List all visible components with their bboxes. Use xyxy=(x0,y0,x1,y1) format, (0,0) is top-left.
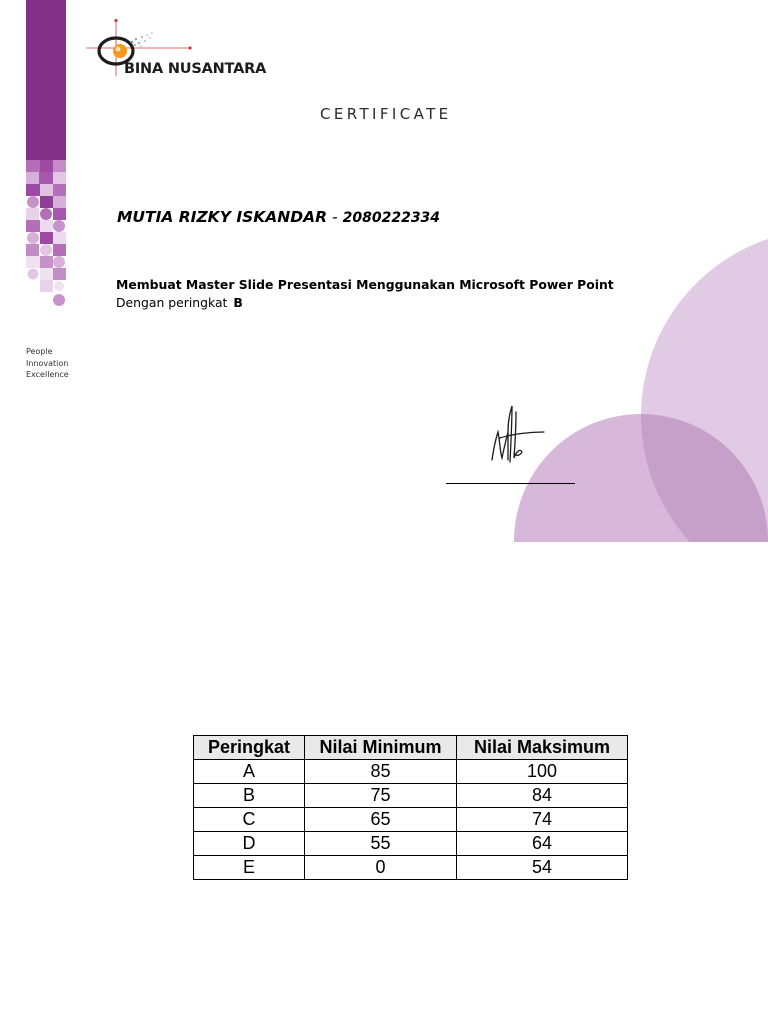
minimum-cell: 65 xyxy=(305,808,457,832)
maximum-cell: 100 xyxy=(457,760,628,784)
grade-table xyxy=(193,735,628,880)
table-row xyxy=(194,760,628,784)
maximum-cell: 64 xyxy=(457,832,628,856)
maximum-cell: 84 xyxy=(457,784,628,808)
grade-line xyxy=(116,295,243,310)
table-row xyxy=(194,808,628,832)
grade-cell: C xyxy=(194,808,305,832)
recipient-id: 2080222334 xyxy=(342,210,441,226)
logo-text: BINA NUSANTARA xyxy=(124,61,267,77)
maximum-cell: 54 xyxy=(457,856,628,880)
tagline xyxy=(26,346,69,381)
mosaic-pattern xyxy=(26,160,66,306)
recipient-separator: - xyxy=(332,208,338,226)
table-row xyxy=(194,784,628,808)
table-row xyxy=(194,856,628,880)
table-header-row xyxy=(194,736,628,760)
grade-value: B xyxy=(233,295,243,310)
certificate-title: CERTIFICATE xyxy=(320,105,452,123)
recipient-name: MUTIA RIZKY ISKANDAR xyxy=(117,208,328,226)
header-nilai-maksimum: Nilai Maksimum xyxy=(457,736,628,760)
grade-cell: D xyxy=(194,832,305,856)
tagline-people: People xyxy=(26,347,53,356)
minimum-cell: 0 xyxy=(305,856,457,880)
decorative-circles xyxy=(514,229,768,542)
grade-cell: B xyxy=(194,784,305,808)
tagline-innovation: Innovation xyxy=(26,358,69,368)
course-title: Membuat Master Slide Presentasi Menggunakan Microsoft Power Point xyxy=(116,277,614,292)
signature-image xyxy=(486,402,548,466)
header-nilai-minimum: Nilai Minimum xyxy=(305,736,457,760)
minimum-cell: 75 xyxy=(305,784,457,808)
bina-nusantara-logo xyxy=(86,18,296,82)
header-peringkat: Peringkat xyxy=(194,736,305,760)
maximum-cell: 74 xyxy=(457,808,628,832)
signature-line xyxy=(446,483,575,484)
minimum-cell: 85 xyxy=(305,760,457,784)
recipient-line xyxy=(117,208,440,226)
grade-label: Dengan peringkat xyxy=(116,295,228,310)
purple-banner xyxy=(26,0,66,306)
grade-cell: E xyxy=(194,856,305,880)
table-row xyxy=(194,832,628,856)
minimum-cell: 55 xyxy=(305,832,457,856)
grade-cell: A xyxy=(194,760,305,784)
tagline-excellence: Excellence xyxy=(26,370,69,379)
